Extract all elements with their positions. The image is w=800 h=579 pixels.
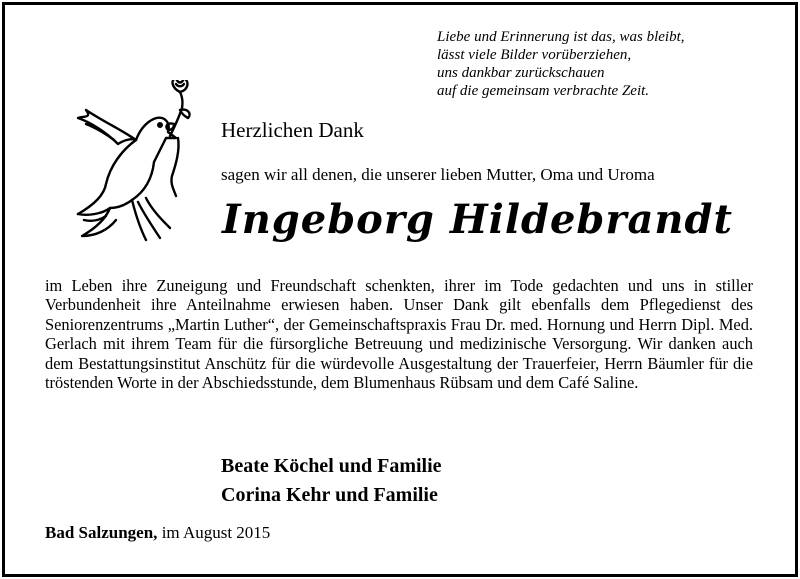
body-text: im Leben ihre Zuneigung und Freundschaft schenkten, ihrer im Tode gedachten und uns in stiller Verbundenheit ihre Anteilnahme erwiesen haben. Unser Dank gilt ebenfalls dem Pflegedienst des Seniorenzentrums „Martin Luther“, der Gemeinschaftspraxis Frau Dr. med. Hornung und Herrn Dipl. Med. Gerlach mit ihrem Team für die fürsorgliche Betreuung und medizinische Versorgung. Wir danken auch dem Bestattungsinstitut Anschütz für die würdevolle Ausgestaltung der Trauerfeier, Herrn Bäumler für die tröstenden Worte in der Abschiedsstunde, dem Blumenhaus Rübsam und dem Café Saline. — [45, 276, 753, 393]
place: Bad Salzungen, — [45, 523, 158, 542]
poem-line: uns dankbar zurückschauen — [437, 65, 605, 81]
dove-with-rose-icon — [62, 80, 222, 250]
deceased-name: Ingeborg Hildebrandt — [222, 196, 733, 243]
poem-line: auf die gemeinsam verbrachte Zeit. — [437, 83, 650, 99]
poem — [437, 28, 685, 100]
subline: sagen wir all denen, die unserer lieben Mutter, Oma und Uroma — [221, 165, 655, 184]
signature-2: Corina Kehr und Familie — [221, 484, 438, 506]
poem-line: Liebe und Erinnerung ist das, was bleibt, — [437, 29, 685, 45]
poem-line: lässt viele Bilder vorüberziehen, — [437, 47, 632, 63]
date: im August 2015 — [161, 523, 271, 542]
place-date-line — [45, 523, 270, 543]
signature-1: Beate Köchel und Familie — [221, 455, 442, 477]
heading: Herzlichen Dank — [221, 118, 364, 142]
